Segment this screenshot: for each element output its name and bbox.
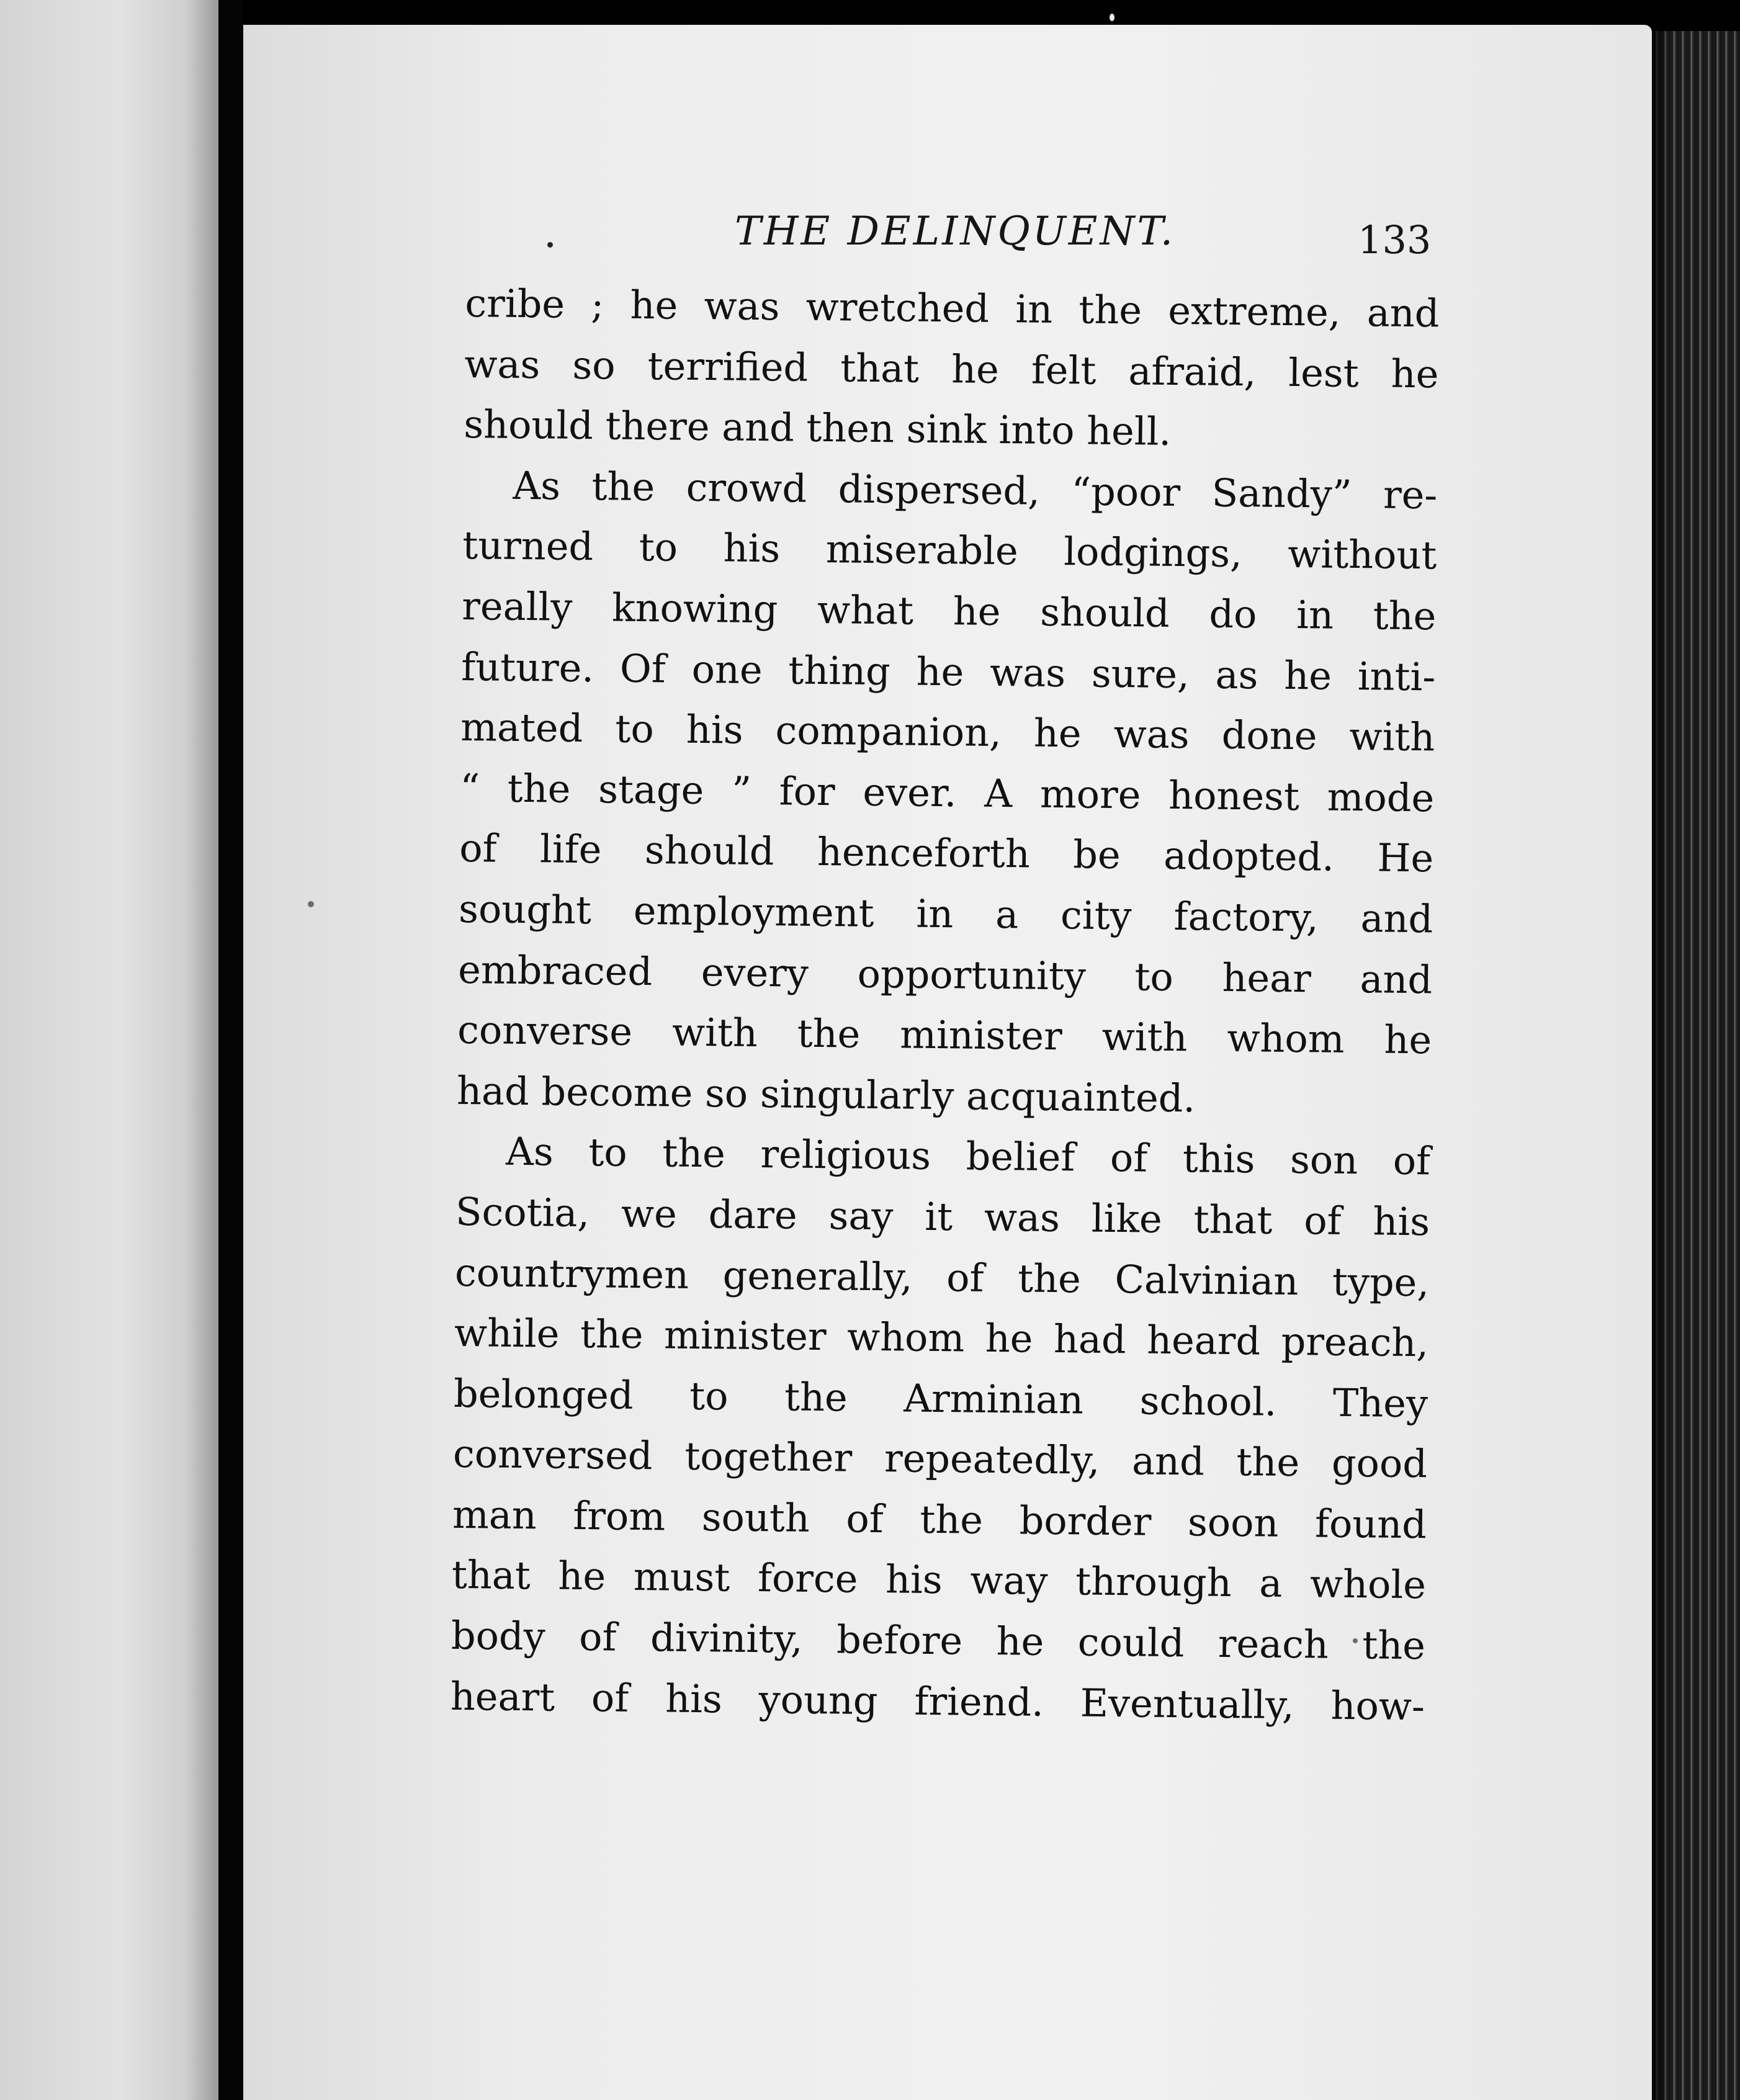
scan-speck [308,901,314,907]
text-line: body of divinity, before he could reach the [451,1612,1426,1669]
page-stack-edges [1652,31,1740,2100]
text-line: sought employment in a city factory, and [458,886,1433,942]
text-line: turned to his miserable lodgings, without [462,523,1437,578]
running-title: THE DELINQUENT. [735,209,1176,254]
text-line: was so terrified that he felt afraid, lest he [464,341,1439,397]
text-line: man from south of the border soon found [452,1491,1427,1548]
text-line: mated to his companion, he was done with [460,704,1435,760]
text-line: countrymen generally, of the Calvinian type, [454,1249,1430,1305]
text-line: converse with the minister with whom he [457,1007,1432,1063]
text-line: belonged to the Arminian school. They [453,1370,1428,1427]
text-line: Scotia, we dare say it was like that of his [455,1188,1430,1245]
text-line: conversed together repeatedly, and the good [452,1431,1428,1487]
scan-speck [1110,14,1114,21]
text-line: really knowing what he should do in the [462,583,1437,639]
text-line: heart of his young friend. Eventually, how- [450,1673,1425,1729]
text-line: had become so singularly acquainted. [456,1067,1196,1121]
text-line: of life should henceforth be adopted. He [459,825,1434,881]
text-line: that he must force his way through a whole [451,1552,1427,1608]
text-line: future. Of one thing he was sure, as he inti- [460,644,1436,699]
text-line: “ the stage ” for ever. A more honest mode [459,765,1435,821]
text-line: should there and then sink into hell. [464,402,1172,455]
text-line: As to the religious belief of this son of [505,1129,1431,1184]
text-line: embraced every opportunity to hear and [457,946,1433,1002]
body-text [450,273,1439,1737]
text-line: while the minister whom he had heard preach, [454,1310,1429,1366]
text-line: As the crowd dispersed, “poor Sandy” re- [513,462,1438,518]
book-gutter [218,0,243,2100]
header-ornament-dot [547,242,553,248]
page-header [243,199,1652,261]
text-line: cribe ; he was wretched in the extreme, and [465,280,1440,336]
facing-page-edge [0,0,218,2100]
page-number: 133 [1358,217,1432,262]
